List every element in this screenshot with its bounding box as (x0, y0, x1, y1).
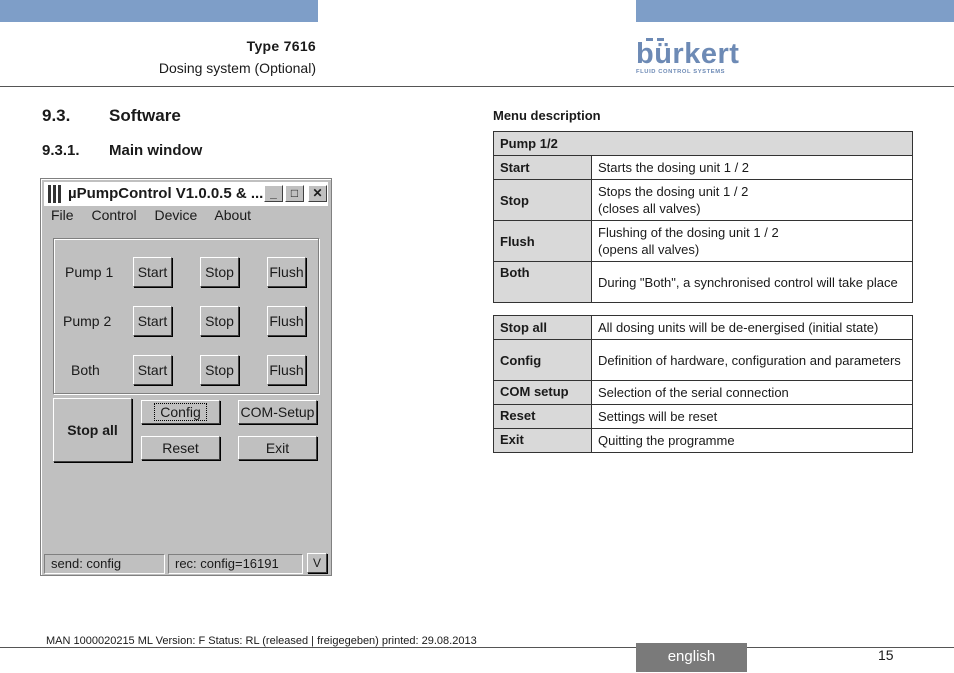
footer-rule-left (0, 647, 636, 648)
window-titlebar (44, 182, 328, 206)
table-key: Config (494, 340, 592, 381)
page-number: 15 (878, 647, 894, 663)
minimize-button[interactable]: _ (264, 185, 283, 202)
table-row (494, 381, 913, 405)
table-header: Pump 1/2 (494, 132, 913, 156)
status-receive: rec: config=16191 (168, 554, 303, 574)
burkert-logo (636, 38, 740, 78)
app-icon (48, 185, 64, 203)
table-row (494, 340, 913, 381)
subsection-title: Main window (109, 142, 203, 159)
logo-word: bürkert (636, 38, 740, 70)
document-type: Type 7616 (246, 38, 316, 54)
pump-control-window (40, 178, 332, 576)
header-bar-left (0, 0, 318, 22)
menu-bar (51, 207, 265, 229)
pump1-label: Pump 1 (65, 264, 114, 280)
table-key: COM setup (494, 381, 592, 405)
close-button[interactable]: ✕ (308, 185, 327, 202)
table-value-line: Flushing of the dosing unit 1 / 2 (598, 225, 779, 240)
window-title: µPumpControl V1.0.0.5 & ... (68, 185, 264, 202)
table-value: Definition of hardware, configuration and parameters (592, 340, 913, 381)
menu-device[interactable]: Device (154, 207, 198, 223)
table-key: Reset (494, 405, 592, 429)
table-value: Quitting the programme (592, 429, 913, 453)
pump-menu-table (493, 131, 913, 303)
document-subtitle: Dosing system (Optional) (158, 60, 316, 76)
table-key: Stop (494, 180, 592, 221)
status-send: send: config (44, 554, 165, 574)
language-badge: english (636, 643, 747, 672)
pump2-label: Pump 2 (63, 313, 112, 329)
logo-tagline: FLUID CONTROL SYSTEMS (636, 69, 726, 75)
maximize-button[interactable]: □ (285, 185, 304, 202)
footer-rule-right (747, 647, 954, 648)
table-value: All dosing units will be de-energised (initial state) (592, 316, 913, 340)
table-row (494, 405, 913, 429)
pump1-start-button[interactable]: Start (133, 257, 172, 287)
stop-all-button[interactable]: Stop all (53, 398, 132, 462)
table-key: Start (494, 156, 592, 180)
menu-file[interactable]: File (51, 207, 74, 223)
table-value (592, 221, 913, 262)
both-flush-button[interactable]: Flush (267, 355, 306, 385)
com-setup-button[interactable]: COM-Setup (238, 400, 317, 424)
general-menu-table (493, 315, 913, 453)
pump2-start-button[interactable]: Start (133, 306, 172, 336)
pump2-stop-button[interactable]: Stop (200, 306, 239, 336)
section-title: Software (109, 106, 181, 125)
pump-controls-group (53, 238, 319, 394)
table-row (494, 221, 913, 262)
table-key: Flush (494, 221, 592, 262)
table-row (494, 180, 913, 221)
document-info: MAN 1000020215 ML Version: F Status: RL (released | freigegeben) printed: 29.08.2013 (46, 635, 477, 647)
table-value: During "Both", a synchronised control will take place (592, 262, 913, 303)
table-row (494, 316, 913, 340)
table-value-line: (opens all valves) (598, 242, 700, 257)
pump1-flush-button[interactable]: Flush (267, 257, 306, 287)
table-value: Starts the dosing unit 1 / 2 (592, 156, 913, 180)
reset-button[interactable]: Reset (141, 436, 220, 460)
config-button[interactable] (141, 400, 220, 424)
menu-control[interactable]: Control (91, 207, 137, 223)
table-value: Settings will be reset (592, 405, 913, 429)
table-row (494, 132, 913, 156)
table-row (494, 262, 913, 303)
table-key: Stop all (494, 316, 592, 340)
status-dropdown-button[interactable]: V (307, 553, 327, 573)
table-value-line: Stops the dosing unit 1 / 2 (598, 184, 749, 199)
section-number: 9.3. (42, 106, 71, 125)
table-value (592, 180, 913, 221)
menu-about[interactable]: About (214, 207, 251, 223)
config-button-label: Config (155, 404, 205, 420)
header-bar-right (636, 0, 954, 22)
table-value: Selection of the serial connection (592, 381, 913, 405)
table-row (494, 429, 913, 453)
pump1-stop-button[interactable]: Stop (200, 257, 239, 287)
menu-description-heading: Menu description (493, 108, 601, 123)
both-start-button[interactable]: Start (133, 355, 172, 385)
table-row (494, 156, 913, 180)
pump2-flush-button[interactable]: Flush (267, 306, 306, 336)
both-stop-button[interactable]: Stop (200, 355, 239, 385)
table-key: Exit (494, 429, 592, 453)
exit-button[interactable]: Exit (238, 436, 317, 460)
table-key: Both (494, 262, 592, 303)
subsection-number: 9.3.1. (42, 142, 80, 159)
table-value-line: (closes all valves) (598, 201, 701, 216)
both-label: Both (71, 362, 100, 378)
header-rule (0, 86, 954, 87)
